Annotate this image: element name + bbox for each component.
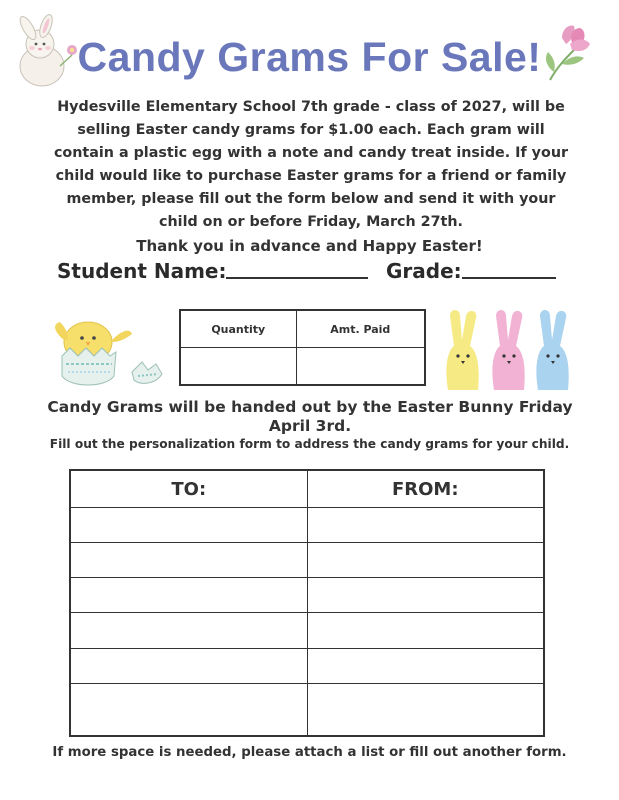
from-cell[interactable] (307, 648, 544, 683)
from-cell[interactable] (307, 543, 544, 578)
grade-label: Grade: (386, 259, 462, 283)
amount-paid-cell[interactable] (296, 348, 425, 386)
table-row (70, 613, 544, 648)
table-row (70, 648, 544, 683)
from-cell[interactable] (307, 613, 544, 648)
table-row (70, 578, 544, 613)
intro-paragraph: Hydesville Elementary School 7th grade - class of 2027, will be selling Easter candy grams for $1.00 each. Each gram will contain a plastic egg with a note and candy treat inside. If your child would like to purchase Easter grams for a friend or family member, please fill out the form below and send it with your child on or before Friday, March 27th. (53, 99, 569, 230)
handout-notice: Candy Grams will be handed out by the Easter Bunny Friday April 3rd. (47, 398, 573, 435)
to-cell[interactable] (70, 683, 307, 736)
student-name-blank[interactable] (226, 277, 368, 279)
quantity-cell[interactable] (180, 348, 296, 386)
quantity-payment-table (179, 309, 426, 386)
table-row (70, 683, 544, 736)
tulip-illustration-icon (540, 22, 596, 82)
table-row (70, 543, 544, 578)
peeps-bunnies-icon (440, 306, 576, 390)
from-cell[interactable] (307, 508, 544, 543)
to-cell[interactable] (70, 543, 307, 578)
to-cell[interactable] (70, 508, 307, 543)
quantity-header: Quantity (180, 310, 296, 348)
to-cell[interactable] (70, 613, 307, 648)
student-name-label: Student Name: (57, 259, 227, 283)
amount-paid-header: Amt. Paid (296, 310, 425, 348)
chick-in-egg-icon (44, 312, 170, 392)
to-header: TO: (70, 470, 307, 508)
footer-note: If more space is needed, please attach a list or fill out another form. (52, 745, 567, 760)
to-cell[interactable] (70, 578, 307, 613)
personalization-instruction: Fill out the personalization form to address the candy grams for your child. (49, 437, 570, 451)
personalization-table (69, 469, 545, 737)
thanks-text: Thank you in advance and Happy Easter! (136, 237, 483, 255)
table-row (70, 508, 544, 543)
page-title: Candy Grams For Sale! (77, 34, 542, 80)
from-cell[interactable] (307, 683, 544, 736)
grade-field[interactable] (386, 259, 556, 283)
student-name-field[interactable] (57, 259, 368, 283)
grade-blank[interactable] (462, 277, 556, 279)
from-cell[interactable] (307, 578, 544, 613)
to-cell[interactable] (70, 648, 307, 683)
from-header: FROM: (307, 470, 544, 508)
